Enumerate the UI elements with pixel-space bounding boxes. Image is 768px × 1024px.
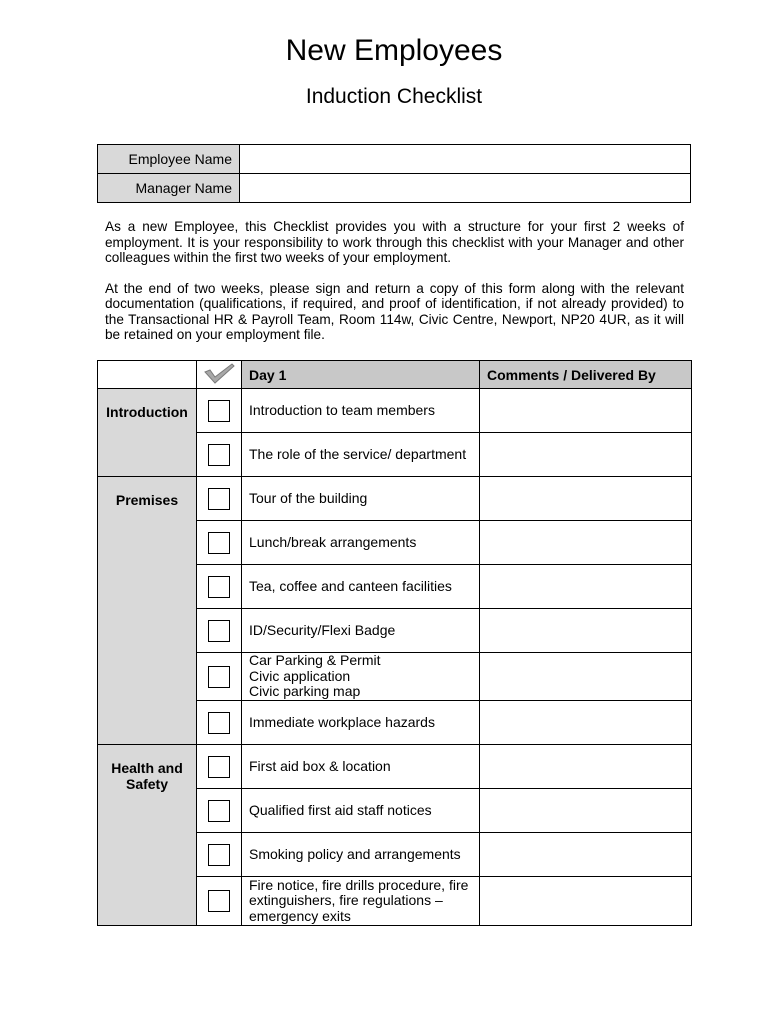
item-label xyxy=(242,701,480,745)
document-subtitle: Induction Checklist xyxy=(305,85,483,108)
comment-cell[interactable] xyxy=(480,433,692,477)
item-checkbox[interactable] xyxy=(208,488,230,510)
item-checkbox[interactable] xyxy=(208,444,230,466)
item-text-line: Fire notice, fire drills procedure, fire xyxy=(249,876,469,893)
comment-cell[interactable] xyxy=(480,521,692,565)
item-label xyxy=(242,833,480,877)
employee-name-label: Employee Name xyxy=(98,145,240,174)
item-checkbox[interactable] xyxy=(208,844,230,866)
induction-checklist-table xyxy=(97,360,692,926)
item-checkbox[interactable] xyxy=(208,890,230,912)
checkbox-cell xyxy=(197,433,242,477)
comment-cell[interactable] xyxy=(480,789,692,833)
item-checkbox[interactable] xyxy=(208,712,230,734)
item-checkbox[interactable] xyxy=(208,800,230,822)
item-text-line: extinguishers, fire regulations – xyxy=(249,892,443,909)
employee-name-row xyxy=(98,145,691,174)
intro-paragraph-2: At the end of two weeks, please sign and return a copy of this form along with the relevant documentation (qualifications, if required, and proof of identification, if not already provided) to the Transactional HR & Payroll Team, Room 114w, Civic Centre, Newport, NP20 4UR, as it will be retained on your employment file. xyxy=(105,280,684,342)
checkbox-cell xyxy=(197,789,242,833)
intro-text xyxy=(105,219,684,358)
checkbox-cell xyxy=(197,521,242,565)
item-checkbox[interactable] xyxy=(208,756,230,778)
item-checkbox[interactable] xyxy=(208,620,230,642)
comments-header: Comments / Delivered By xyxy=(480,361,692,389)
item-checkbox[interactable] xyxy=(208,576,230,598)
checkbox-cell xyxy=(197,745,242,789)
checklist-row xyxy=(98,745,692,789)
item-label xyxy=(242,877,480,926)
section-label-health-and-safety: Health and Safety xyxy=(98,745,197,926)
comment-cell[interactable] xyxy=(480,477,692,521)
comment-cell[interactable] xyxy=(480,389,692,433)
comment-cell[interactable] xyxy=(480,653,692,701)
item-label xyxy=(242,389,480,433)
checkbox-cell xyxy=(197,833,242,877)
manager-name-row xyxy=(98,174,691,203)
section-label-premises: Premises xyxy=(98,477,197,745)
item-label xyxy=(242,433,480,477)
item-label xyxy=(242,609,480,653)
item-label xyxy=(242,789,480,833)
comment-cell[interactable] xyxy=(480,609,692,653)
checkbox-cell xyxy=(197,609,242,653)
document-title: New Employees xyxy=(285,34,503,67)
item-label xyxy=(242,565,480,609)
identity-table xyxy=(97,144,691,203)
section-header-cell xyxy=(98,361,197,389)
item-label xyxy=(242,745,480,789)
item-label xyxy=(242,653,480,701)
item-text-line: Civic parking map xyxy=(249,683,361,700)
comment-cell[interactable] xyxy=(480,877,692,926)
item-checkbox[interactable] xyxy=(208,666,230,688)
item-checkbox[interactable] xyxy=(208,400,230,422)
item-text-line: Lunch/break arrangements xyxy=(249,533,417,550)
employee-name-field[interactable] xyxy=(240,145,691,174)
comment-cell[interactable] xyxy=(480,565,692,609)
item-text-line: Car Parking & Permit xyxy=(249,652,381,669)
checklist-row xyxy=(98,477,692,521)
checklist-header-row xyxy=(98,361,692,389)
comment-cell[interactable] xyxy=(480,745,692,789)
day-label: Day 1 xyxy=(242,361,480,389)
comment-cell[interactable] xyxy=(480,701,692,745)
item-text-line: Immediate workplace hazards xyxy=(249,713,435,730)
item-text-line: Tea, coffee and canteen facilities xyxy=(249,577,452,594)
manager-name-label: Manager Name xyxy=(98,174,240,203)
checkbox-cell xyxy=(197,477,242,521)
item-label xyxy=(242,521,480,565)
item-text-line: ID/Security/Flexi Badge xyxy=(249,621,396,638)
check-header-cell xyxy=(197,361,242,389)
checklist-row xyxy=(98,389,692,433)
section-label-introduction: Introduction xyxy=(98,389,197,477)
item-text-line: The role of the service/ department xyxy=(249,445,467,462)
checkbox-cell xyxy=(197,389,242,433)
checkbox-cell xyxy=(197,877,242,926)
checkbox-cell xyxy=(197,653,242,701)
item-text-line: Tour of the building xyxy=(249,489,368,506)
item-text-line: First aid box & location xyxy=(249,757,391,774)
checkbox-cell xyxy=(197,565,242,609)
item-label xyxy=(242,477,480,521)
checkmark-icon xyxy=(202,372,236,388)
item-text-line: Introduction to team members xyxy=(249,401,435,418)
item-text-line: Qualified first aid staff notices xyxy=(249,801,432,818)
comment-cell[interactable] xyxy=(480,833,692,877)
intro-paragraph-1: As a new Employee, this Checklist provides you with a structure for your first 2 weeks of employment. It is your responsibility to work through this checklist with your Manager and other colleagues within the first two weeks of your employment. xyxy=(105,219,684,265)
item-text-line: Civic application xyxy=(249,667,351,684)
item-text-line: emergency exits xyxy=(249,907,351,924)
item-text-line: Smoking policy and arrangements xyxy=(249,845,461,862)
item-checkbox[interactable] xyxy=(208,532,230,554)
manager-name-field[interactable] xyxy=(240,174,691,203)
checkbox-cell xyxy=(197,701,242,745)
